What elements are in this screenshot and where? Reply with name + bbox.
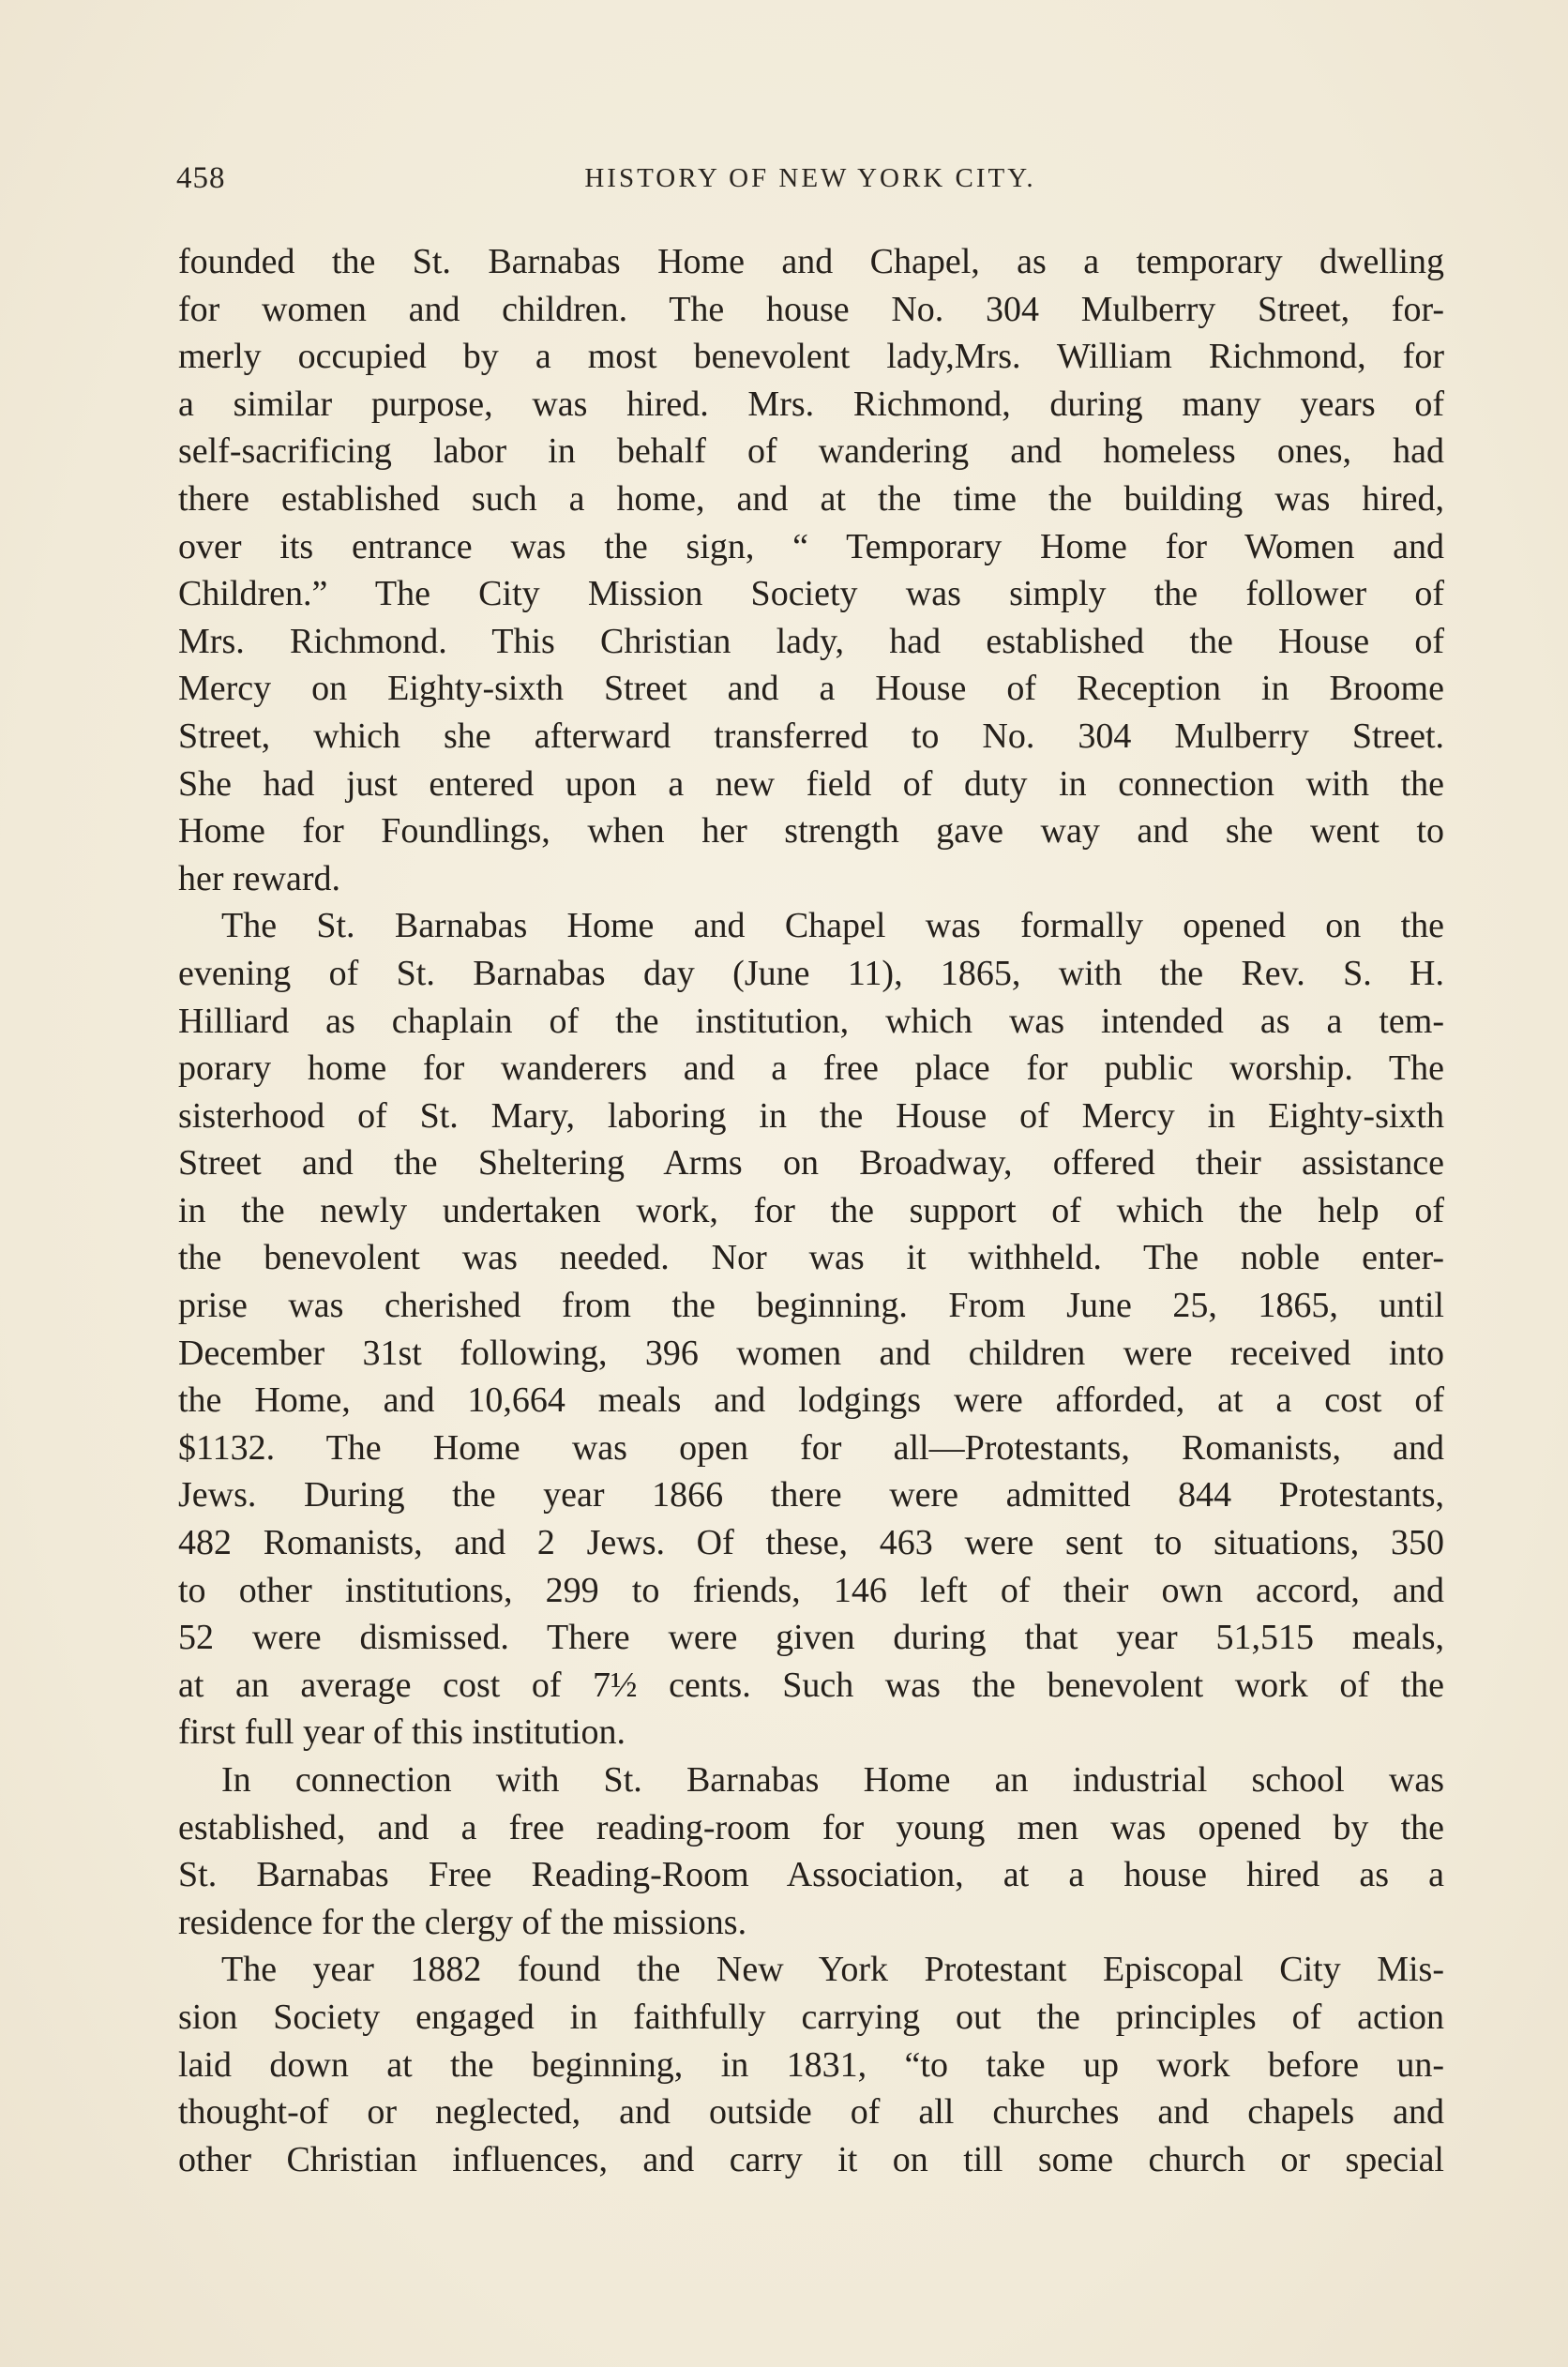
text-line: Hilliard as chaplain of the institution, which was intended as a tem- (178, 1001, 1444, 1041)
text-line: thought-of or neglected, and outside of all churches and chapels and (178, 2092, 1444, 2133)
text-line: 52 were dismissed. There were given during that year 51,515 meals, (178, 1618, 1444, 1658)
text-line: sion Society engaged in faithfully carrying out the principles of action (178, 1997, 1444, 2037)
text-line: evening of St. Barnabas day (June 11), 1865, with the Rev. S. H. (178, 953, 1444, 993)
running-header (176, 161, 1444, 208)
text-line: for women and children. The house No. 304 Mulberry Street, for- (178, 289, 1444, 329)
text-line: the Home, and 10,664 meals and lodgings were afforded, at a cost of (178, 1380, 1444, 1421)
text-line: the benevolent was needed. Nor was it withheld. The noble enter- (178, 1238, 1444, 1278)
text-line: to other institutions, 299 to friends, 146 left of their own accord, and (178, 1570, 1444, 1610)
text-line: Home for Foundlings, when her strength gave way and she went to (178, 811, 1444, 852)
text-line: Jews. During the year 1866 there were admitted 844 Protestants, (178, 1475, 1444, 1515)
text-line: laid down at the beginning, in 1831, “to take up work before un- (178, 2044, 1444, 2085)
text-line: prise was cherished from the beginning. From June 25, 1865, until (178, 1286, 1444, 1326)
text-line: She had just entered upon a new field of duty in connection with the (178, 763, 1444, 804)
text-line: her reward. (178, 858, 341, 898)
text-line: established, and a free reading-room for young men was opened by the (178, 1807, 1444, 1847)
text-line: first full year of this institution. (178, 1712, 626, 1753)
text-line: over its entrance was the sign, “ Temporary Home for Women and (178, 526, 1444, 566)
text-line: In connection with St. Barnabas Home an industrial school was (221, 1760, 1444, 1800)
running-title: HISTORY OF NEW YORK CITY. (584, 163, 1036, 193)
text-line: at an average cost of 7½ cents. Such was the benevolent work of the (178, 1665, 1444, 1705)
text-line: porary home for wanderers and a free place for public worship. The (178, 1048, 1444, 1089)
text-line: Children.” The City Mission Society was simply the follower of (178, 574, 1444, 614)
text-line: Street, which she afterward transferred to No. 304 Mulberry Street. (178, 716, 1444, 756)
text-line: 482 Romanists, and 2 Jews. Of these, 463 were sent to situations, 350 (178, 1523, 1444, 1563)
text-line: sisterhood of St. Mary, laboring in the House of Mercy in Eighty-sixth (178, 1095, 1444, 1136)
page-number: 458 (176, 161, 226, 195)
text-line: self-sacrificing labor in behalf of wandering and homeless ones, had (178, 431, 1444, 472)
text-line: $1132. The Home was open for all—Protestants, Romanists, and (178, 1427, 1444, 1468)
text-line: residence for the clergy of the missions. (178, 1902, 747, 1942)
text-line: The St. Barnabas Home and Chapel was formally opened on the (221, 906, 1444, 946)
text-line: Street and the Sheltering Arms on Broadway, offered their assistance (178, 1143, 1444, 1184)
text-line: in the newly undertaken work, for the support of which the help of (178, 1190, 1444, 1230)
text-line: other Christian influences, and carry it on till some church or special (178, 2139, 1444, 2179)
text-line: St. Barnabas Free Reading-Room Association, at a house hired as a (178, 1855, 1444, 1895)
text-line: a similar purpose, was hired. Mrs. Richmond, during many years of (178, 384, 1444, 424)
text-line: founded the St. Barnabas Home and Chapel, as a temporary dwelling (178, 242, 1444, 281)
body-text (178, 238, 1444, 2183)
text-line: there established such a home, and at the time the building was hired, (178, 478, 1444, 519)
text-line: The year 1882 found the New York Protestant Episcopal City Mis- (221, 1950, 1444, 1990)
text-line: December 31st following, 396 women and children were received into (178, 1333, 1444, 1373)
text-line: merly occupied by a most benevolent lady,Mrs. William Richmond, for (178, 337, 1444, 377)
text-line: Mercy on Eighty-sixth Street and a House of Reception in Broome (178, 669, 1444, 709)
text-line: Mrs. Richmond. This Christian lady, had established the House of (178, 621, 1444, 661)
